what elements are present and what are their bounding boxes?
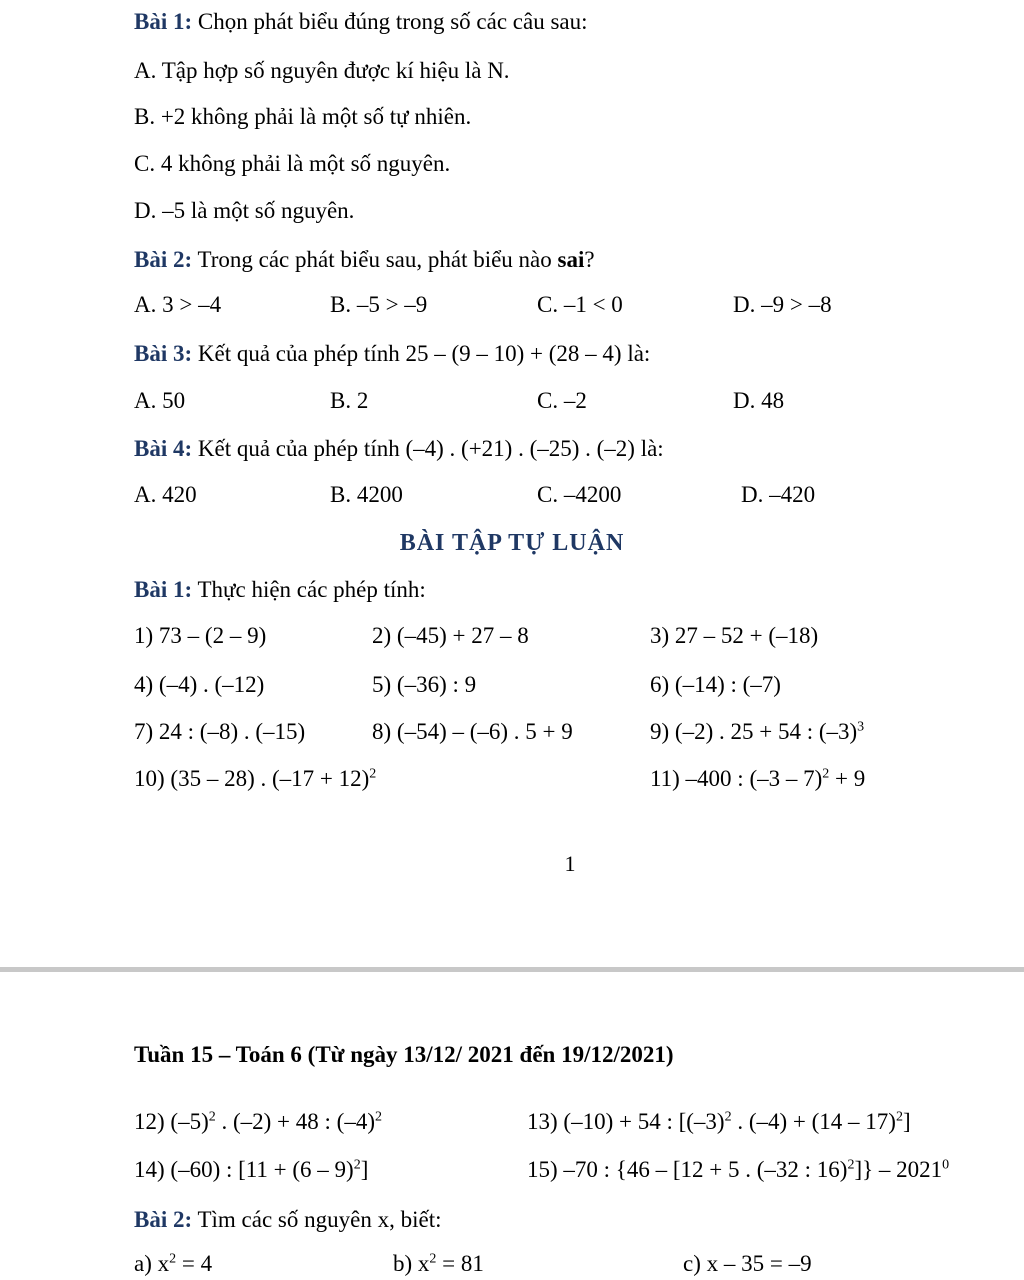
mc-question-1-text: Chọn phát biểu đúng trong số các câu sau:	[192, 9, 588, 34]
essay-q2-part-b	[393, 1250, 484, 1278]
mc-question-3-text: Kết quả của phép tính 25 – (9 – 10) + (28 – 4) là:	[192, 341, 651, 366]
mc-q3-option-a: A. 50	[134, 388, 186, 413]
mc-q2-option-a: A. 3 > –4	[134, 292, 222, 317]
mc-question-1	[134, 8, 588, 36]
essay-q2-b-exp: 2	[429, 1251, 437, 1267]
essay-question-2-text: Tìm các số nguyên x, biết:	[192, 1207, 442, 1232]
essay-item-15-part-a: 15) –70 : {46 – [12 + 5 . (–32 : 16)	[527, 1157, 848, 1182]
mc-q2-option-d: D. –9 > –8	[733, 292, 832, 317]
essay-item-14-part-a: 14) (–60) : [11 + (6 – 9)	[134, 1157, 354, 1182]
mc-q4-option-a: A. 420	[134, 482, 197, 507]
essay-heading-rest: ÀI TẬP TỰ LUẬN	[416, 530, 625, 556]
essay-q2-a-exp: 2	[169, 1251, 177, 1267]
essay-q2-a-text: a) x	[134, 1251, 170, 1276]
essay-item-3: 3) 27 – 52 + (–18)	[650, 623, 819, 648]
mc-question-4-text: Kết quả của phép tính (–4) . (+21) . (–25) . (–2) là:	[192, 436, 664, 461]
essay-heading	[0, 530, 1024, 557]
essay-item-8: 8) (–54) – (–6) . 5 + 9	[372, 719, 573, 744]
essay-q2-b-tail: = 81	[436, 1251, 484, 1276]
mc-question-2	[134, 246, 595, 274]
mc-q3-option-d: D. 48	[733, 388, 785, 413]
essay-item-13-part-c: ]	[902, 1109, 911, 1134]
essay-question-1	[134, 576, 426, 604]
essay-heading-initial: B	[399, 530, 417, 556]
essay-item-15-part-b: ]} – 2021	[854, 1157, 943, 1182]
essay-item-14-exp: 2	[353, 1157, 361, 1173]
mc-question-2-label: Bài 2:	[134, 247, 193, 272]
essay-q2-b-text: b) x	[393, 1251, 430, 1276]
week-title: Tuần 15 – Toán 6 (Từ ngày 13/12/ 2021 đến 19/12/2021)	[134, 1042, 674, 1067]
essay-item-4: 4) (–4) . (–12)	[134, 672, 265, 697]
mc-q1-option-d: D. –5 là một số nguyên.	[134, 198, 355, 223]
essay-item-12-exp-1: 2	[208, 1109, 216, 1125]
mc-q2-option-b: B. –5 > –9	[330, 292, 428, 317]
essay-item-15-exp-2: 0	[942, 1157, 950, 1173]
essay-item-1: 1) 73 – (2 – 9)	[134, 623, 267, 648]
essay-item-6: 6) (–14) : (–7)	[650, 672, 781, 697]
page-number: 1	[564, 851, 576, 876]
essay-item-12-part-b: . (–2) + 48 : (–4)	[215, 1109, 375, 1134]
essay-item-10-exp: 2	[369, 766, 377, 782]
essay-q2-part-a	[134, 1250, 212, 1278]
essay-item-9-exp: 3	[857, 719, 865, 735]
essay-item-11-text: 11) –400 : (–3 – 7)	[650, 766, 823, 791]
essay-item-11	[650, 765, 865, 793]
essay-item-12	[134, 1108, 382, 1136]
mc-q4-option-d: D. –420	[741, 482, 816, 507]
mc-question-2-text: Trong các phát biểu sau, phát biểu nào	[192, 247, 558, 272]
essay-item-12-exp-2: 2	[374, 1109, 382, 1125]
essay-item-11-tail: + 9	[829, 766, 866, 791]
mc-q1-option-a: A. Tập hợp số nguyên được kí hiệu là N.	[134, 58, 510, 83]
mc-question-2-end: ?	[584, 247, 595, 272]
essay-item-10	[134, 765, 376, 793]
essay-item-2: 2) (–45) + 27 – 8	[372, 623, 529, 648]
essay-item-11-exp: 2	[822, 766, 830, 782]
essay-item-13	[527, 1108, 911, 1136]
mc-question-4-label: Bài 4:	[134, 436, 193, 461]
essay-item-5: 5) (–36) : 9	[372, 672, 477, 697]
essay-q2-a-tail: = 4	[176, 1251, 213, 1276]
mc-question-3	[134, 340, 650, 368]
essay-item-7: 7) 24 : (–8) . (–15)	[134, 719, 306, 744]
mc-q1-option-c: C. 4 không phải là một số nguyên.	[134, 151, 451, 176]
essay-question-2	[134, 1206, 441, 1234]
essay-item-12-part-a: 12) (–5)	[134, 1109, 209, 1134]
essay-question-1-text: Thực hiện các phép tính:	[192, 577, 426, 602]
essay-question-1-label: Bài 1:	[134, 577, 193, 602]
essay-item-9-text: 9) (–2) . 25 + 54 : (–3)	[650, 719, 858, 744]
mc-question-3-label: Bài 3:	[134, 341, 193, 366]
mc-q3-option-c: C. –2	[537, 388, 587, 413]
essay-item-15-exp-1: 2	[847, 1157, 855, 1173]
essay-item-14	[134, 1156, 368, 1184]
essay-q2-part-c: c) x – 35 = –9	[683, 1251, 812, 1276]
mc-q1-option-b: B. +2 không phải là một số tự nhiên.	[134, 104, 472, 129]
mc-q2-option-c: C. –1 < 0	[537, 292, 623, 317]
essay-item-15	[527, 1156, 949, 1184]
essay-item-9	[650, 718, 864, 746]
mc-q4-option-b: B. 4200	[330, 482, 403, 507]
essay-question-2-label: Bài 2:	[134, 1207, 193, 1232]
essay-item-13-exp-1: 2	[724, 1109, 732, 1125]
mc-question-2-emphasis: sai	[557, 247, 585, 272]
essay-item-10-text: 10) (35 – 28) . (–17 + 12)	[134, 766, 370, 791]
mc-q3-option-b: B. 2	[330, 388, 369, 413]
essay-item-13-part-b: . (–4) + (14 – 17)	[731, 1109, 896, 1134]
essay-item-14-part-b: ]	[360, 1157, 369, 1182]
mc-q4-option-c: C. –4200	[537, 482, 622, 507]
mc-question-1-label: Bài 1:	[134, 9, 193, 34]
essay-item-13-exp-2: 2	[895, 1109, 903, 1125]
essay-item-13-part-a: 13) (–10) + 54 : [(–3)	[527, 1109, 725, 1134]
page-divider	[0, 967, 1024, 972]
mc-question-4	[134, 435, 664, 463]
